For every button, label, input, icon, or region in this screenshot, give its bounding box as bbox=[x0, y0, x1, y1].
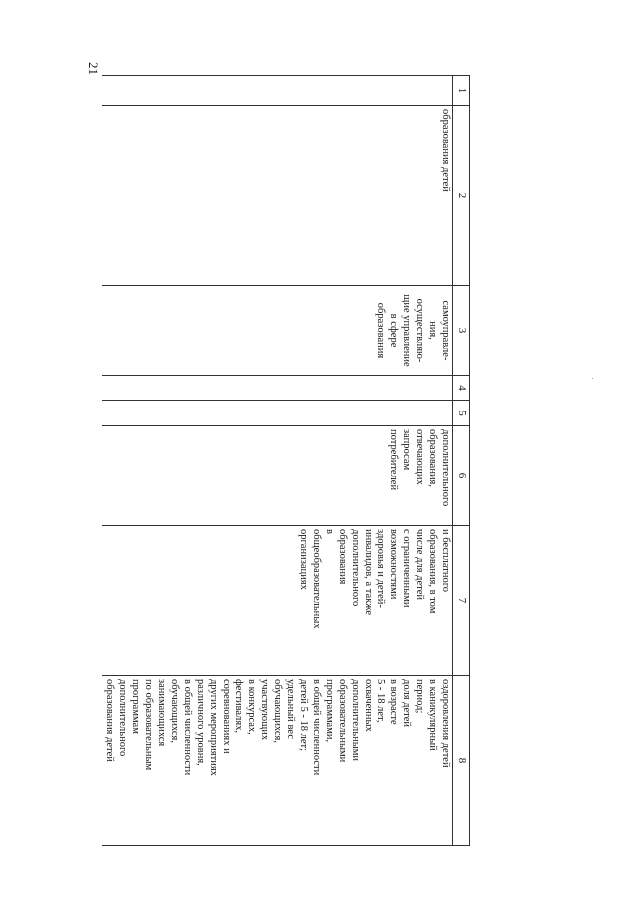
cell-text-line: общеобразовательных bbox=[310, 529, 322, 629]
cell-text-line: организациях bbox=[298, 529, 310, 590]
cell-text-line: участвующих bbox=[259, 679, 271, 741]
cell-text-line: соревнованиях и bbox=[220, 679, 232, 754]
cell-text-line: дополнительными bbox=[349, 679, 361, 762]
column-header-2: 2 bbox=[453, 106, 470, 286]
cell-text-line: дополнительного bbox=[440, 429, 451, 507]
cell-text-line: возможностями bbox=[388, 529, 400, 600]
program-table bbox=[101, 75, 470, 846]
cell-col-5 bbox=[101, 401, 452, 426]
cell-text-line: в конкурсах, bbox=[246, 679, 258, 735]
cell-text-line: программами, bbox=[323, 679, 335, 743]
cell-text-line: щие управление bbox=[401, 294, 413, 367]
cell-text-line: отвечающих bbox=[414, 429, 426, 485]
column-header-7: 7 bbox=[453, 526, 470, 676]
scan-dot bbox=[592, 378, 593, 379]
cell-text-line: самоуправле- bbox=[440, 300, 451, 361]
cell-text-line: программам bbox=[130, 679, 142, 734]
cell-col-1 bbox=[101, 76, 452, 106]
cell-text-line: занимающихся bbox=[156, 679, 168, 747]
cell-text-line: и бесплатного bbox=[440, 529, 451, 593]
cell-col-6 bbox=[101, 426, 452, 526]
cell-text-line: образования bbox=[336, 529, 348, 585]
cell-text-line: доля детей bbox=[401, 679, 413, 728]
cell-text-line: 5 - 18 лет, bbox=[375, 679, 387, 723]
cell-text-line: оздоровления детей bbox=[440, 679, 451, 768]
cell-col-3 bbox=[101, 286, 452, 376]
cell-text-line: образования, bbox=[427, 429, 439, 488]
cell-text-line: в возрасте bbox=[388, 679, 400, 725]
cell-text-line: ния, bbox=[427, 321, 439, 340]
cell-text-line: числе для детей bbox=[414, 529, 426, 600]
cell-text-line: образования детей bbox=[104, 679, 116, 762]
column-header-5: 5 bbox=[453, 401, 470, 426]
cell-text-line: здоровья и детей- bbox=[375, 529, 387, 608]
cell-text-line: с ограниченными bbox=[401, 529, 413, 608]
cell-text-line: образовательными bbox=[336, 679, 348, 763]
column-header-8: 8 bbox=[453, 676, 470, 846]
cell-text-line: по образовательным bbox=[143, 679, 155, 771]
column-header-6: 6 bbox=[453, 426, 470, 526]
cell-text-line: в каникулярный bbox=[427, 679, 439, 751]
cell-text-line: фестивалях, bbox=[233, 679, 245, 734]
cell-col-7 bbox=[101, 526, 452, 676]
rotated-page-content bbox=[104, 75, 470, 845]
cell-text-line: различного уровня, bbox=[194, 679, 206, 766]
cell-text-line: инвалидов, а также bbox=[362, 529, 374, 616]
cell-text-line: детей 5 - 18 лет; bbox=[298, 679, 310, 752]
cell-text-line: обучающихся, bbox=[168, 679, 180, 743]
column-header-1: 1 bbox=[453, 76, 470, 106]
cell-text-line: в общей численности bbox=[181, 679, 193, 776]
cell-text-line: запросам bbox=[401, 429, 413, 471]
cell-col-2: образования детей bbox=[101, 106, 452, 286]
cell-text-line: образования, в том bbox=[427, 529, 439, 614]
column-header-4: 4 bbox=[453, 376, 470, 401]
cell-text-line: в bbox=[323, 529, 335, 534]
cell-text-line: образования bbox=[375, 302, 387, 359]
cell-text-line: потребителей bbox=[388, 429, 400, 491]
cell-text-line: других мероприятиях bbox=[207, 679, 219, 776]
cell-text-line: осуществляю- bbox=[414, 298, 426, 363]
cell-text-line: дополнительного bbox=[349, 529, 361, 607]
cell-text-line: обучающихся, bbox=[272, 679, 284, 743]
cell-text-line: удельный вес bbox=[285, 679, 297, 740]
cell-col-8 bbox=[101, 676, 452, 846]
page-number: 21 bbox=[86, 62, 101, 75]
cell-text-line: период; bbox=[414, 679, 426, 714]
table-row bbox=[101, 76, 452, 846]
table-header-row bbox=[453, 76, 470, 846]
column-header-3: 3 bbox=[453, 286, 470, 376]
cell-text-line: в общей численности bbox=[310, 679, 322, 776]
cell-col-4 bbox=[101, 376, 452, 401]
cell-text-line: дополнительного bbox=[117, 679, 129, 757]
cell-text-line: охваченных bbox=[362, 679, 374, 732]
cell-text-line: в сфере bbox=[388, 313, 400, 348]
